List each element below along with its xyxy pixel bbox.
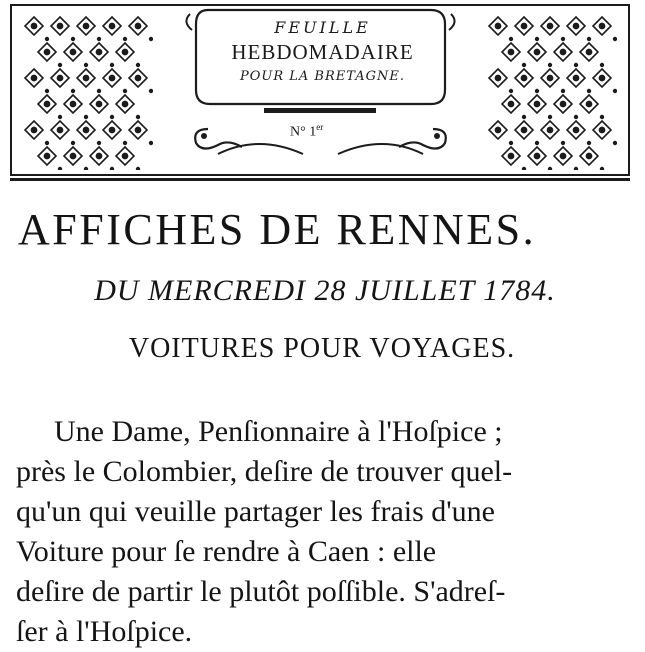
date-line: DU MERCREDI 28 JUILLET 1784. bbox=[94, 274, 556, 307]
fleur-de-lis-ornament-left bbox=[18, 12, 153, 170]
paragraph-line: deſire de partir le plutôt poſſible. S'adreſ- bbox=[16, 575, 506, 608]
fleur-de-lis-ornament-right bbox=[482, 12, 617, 170]
masthead-hebdomadaire: HEBDOMADAIRE bbox=[231, 40, 414, 64]
paragraph-line: près le Colombier, deſire de trouver quel- bbox=[16, 455, 513, 488]
issue-number-text: N° 1 bbox=[290, 124, 317, 140]
section-heading: VOITURES POUR VOYAGES. bbox=[128, 333, 516, 364]
paragraph-line: Voiture pour ſe rendre à Caen : elle bbox=[16, 535, 437, 568]
paragraph-line: Une Dame, Penſionnaire à l'Hoſpice ; bbox=[54, 415, 503, 448]
masthead-feuille: FEUILLE bbox=[274, 18, 371, 37]
paragraph-line: qu'un qui veuille partager les frais d'une bbox=[16, 495, 495, 528]
masthead-pour-la-bretagne: POUR LA BRETAGNE. bbox=[240, 69, 405, 84]
masthead-rule bbox=[10, 178, 630, 181]
paragraph-line: ſer à l'Hoſpice. bbox=[16, 615, 193, 648]
masthead bbox=[10, 4, 630, 182]
newspaper-title: AFFICHES DE RENNES. bbox=[18, 205, 537, 254]
issue-number-sup: er bbox=[316, 122, 324, 132]
announcement-paragraph bbox=[16, 412, 628, 652]
issue-number bbox=[290, 122, 323, 141]
